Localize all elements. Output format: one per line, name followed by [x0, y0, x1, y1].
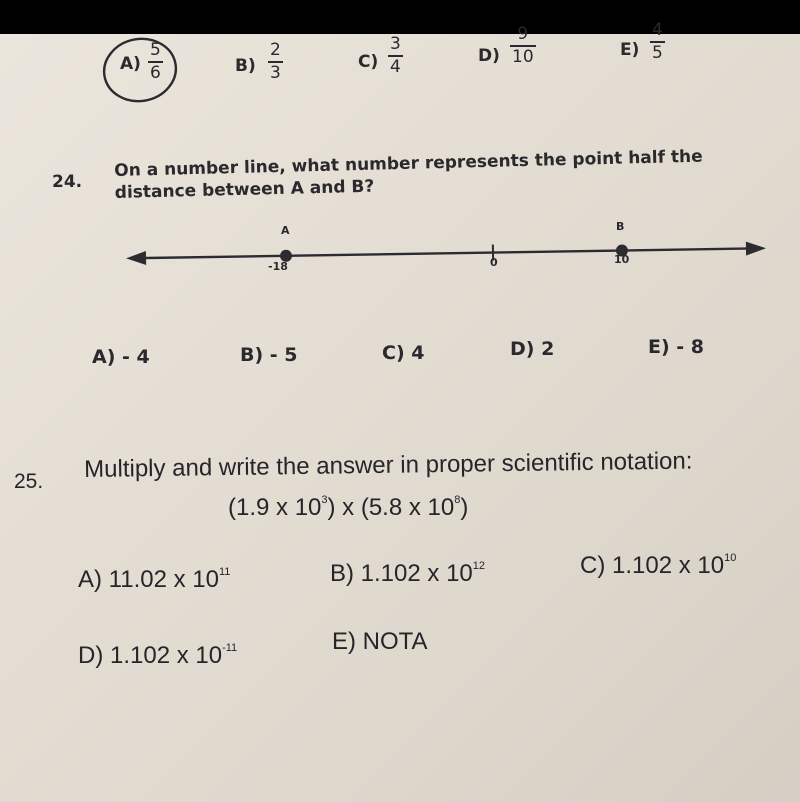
q23-option-d-fraction: 9 10	[512, 24, 534, 67]
q24-choice-a: A) - 4	[92, 346, 150, 368]
q25-choice-a: A) 11.02 x $10^{11}$	[78, 566, 231, 593]
tick-label-zero: 0	[490, 256, 498, 269]
q25-choice-b: B) 1.102 x $10^{12}$	[330, 560, 486, 587]
q23-option-e-fraction: 4 5	[652, 20, 663, 63]
tick-label-a: -18	[268, 260, 288, 273]
q24-choice-c: C) 4	[382, 342, 425, 364]
q25-choice-d: D) 1.102 x $10^{-11}$	[78, 642, 238, 669]
q23-option-c-fraction: 3 4	[390, 34, 401, 77]
q23-option-d-label: D)	[478, 46, 500, 66]
q24-prompt	[114, 145, 735, 204]
q24-prompt-line2: distance between A and B?	[114, 176, 375, 203]
q23-option-e-label: E)	[620, 40, 640, 60]
q25-number: 25.	[14, 470, 44, 493]
point-b-label: B	[616, 220, 625, 233]
q23-option-b-label: B)	[235, 56, 256, 76]
q25-choice-c: C) 1.102 x $10^{10}$	[580, 552, 737, 579]
number-line	[0, 214, 800, 284]
q24-choice-b: B) - 5	[240, 344, 298, 366]
worksheet-page	[0, 20, 800, 802]
q25-choice-e: E) NOTA	[332, 628, 428, 655]
q23-option-c-label: C)	[358, 52, 379, 72]
q24-prompt-line1: On a number line, what number represents the point half the	[114, 146, 703, 181]
answer-circle-mark	[100, 36, 182, 106]
q23-option-a-label: A)	[120, 54, 141, 74]
q23-option-a-fraction: 5 6	[150, 40, 161, 83]
q24-choice-e: E) - 8	[648, 336, 704, 358]
q24-choice-d: D) 2	[510, 338, 555, 360]
tick-label-b: 10	[614, 253, 630, 266]
q25-prompt: Multiply and write the answer in proper scientific notation:	[84, 447, 693, 483]
q24-number: 24.	[52, 172, 83, 192]
q25-expression: (1.9 x $10^3$) x (5.8 x $10^8$)	[228, 494, 469, 521]
point-a-label: A	[281, 224, 290, 237]
q23-option-b-fraction: 2 3	[270, 40, 281, 83]
